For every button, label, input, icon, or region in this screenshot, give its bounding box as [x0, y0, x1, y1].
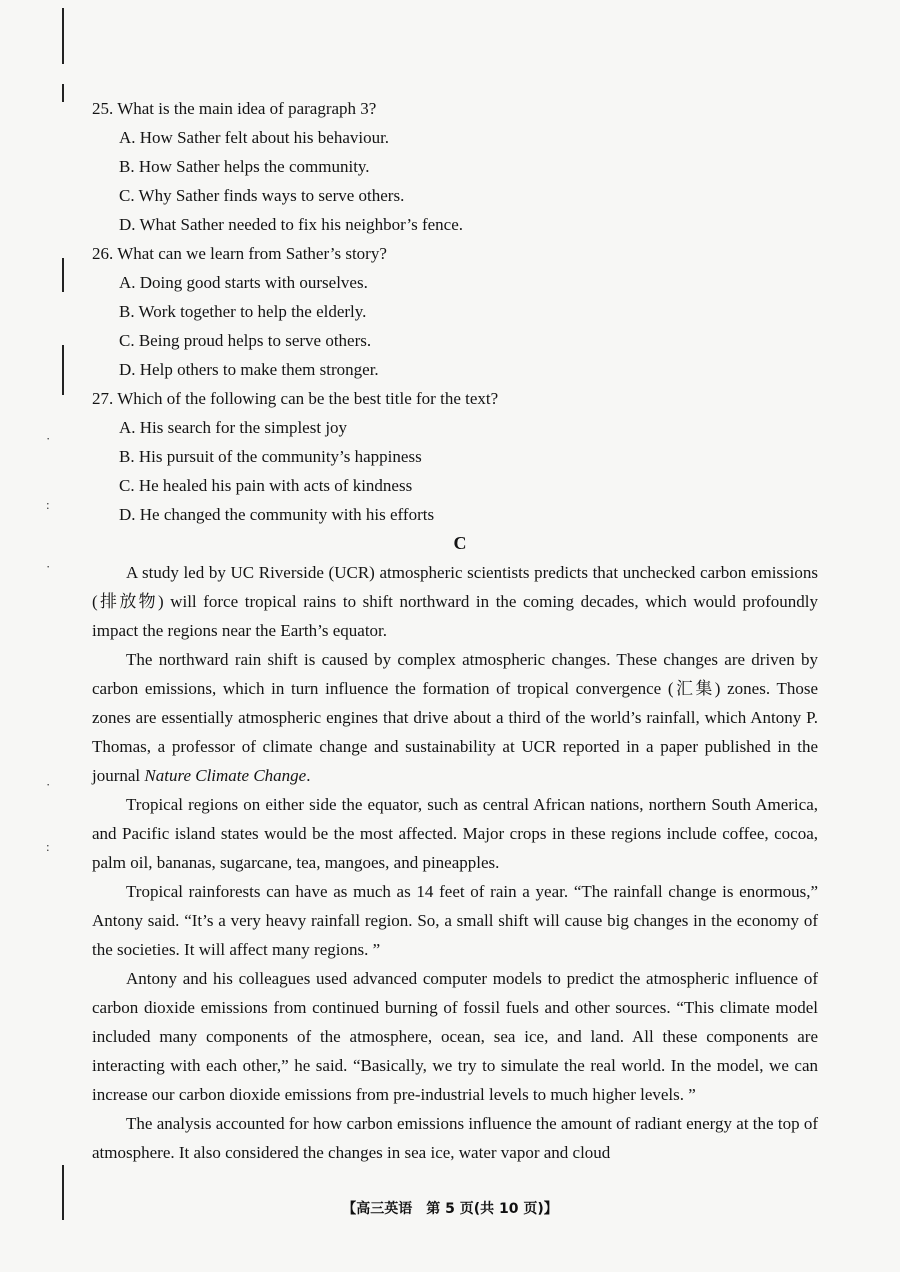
answer-option: D. He changed the community with his efforts [119, 505, 435, 524]
binding-line [62, 258, 64, 292]
binding-mark: · [46, 777, 51, 792]
passage-paragraph: A study led by UC Riverside (UCR) atmospheric scientists predicts that unchecked carbon emissions (排放物) will force tropical rains to shift northward in the coming decades, which would profoundly impact the regions near the Earth’s equator. [92, 563, 818, 640]
answer-option: D. Help others to make them stronger. [119, 360, 379, 379]
question-25 [92, 94, 818, 239]
journal-title: Nature Climate Change [144, 766, 307, 785]
binding-mark: : [46, 497, 50, 512]
answer-option: A. Doing good starts with ourselves. [119, 273, 368, 292]
binding-line [62, 84, 64, 102]
passage [92, 558, 818, 1167]
answer-option: C. He healed his pain with acts of kindness [119, 476, 413, 495]
question-stem: 26. What can we learn from Sather’s story? [92, 244, 387, 263]
passage-paragraph: The analysis accounted for how carbon emissions influence the amount of radiant energy at the top of atmosphere. It also considered the changes in sea ice, water vapor and cloud [92, 1114, 818, 1162]
binding-mark: : [46, 839, 50, 854]
question-26 [92, 239, 818, 384]
answer-option: D. What Sather needed to fix his neighbor’s fence. [119, 215, 463, 234]
passage-paragraph [92, 645, 818, 790]
answer-option: A. How Sather felt about his behaviour. [119, 128, 390, 147]
question-stem: 27. Which of the following can be the best title for the text? [92, 389, 499, 408]
answer-option: B. How Sather helps the community. [119, 157, 370, 176]
answer-option: A. His search for the simplest joy [119, 418, 348, 437]
passage-paragraph: Antony and his colleagues used advanced computer models to predict the atmospheric influence of carbon dioxide emissions from continued burning of fossil fuels and other sources. “This climate model included many components of the atmosphere, ocean, sea ice, and land. All these components are interacting with each other,” he said. “Basically, we try to simulate the real world. In the model, we can increase our carbon dioxide emissions from pre-industrial levels to much higher levels. ” [92, 969, 818, 1104]
answer-option: B. His pursuit of the community’s happiness [119, 447, 422, 466]
page-content [92, 94, 818, 1167]
binding-line [62, 345, 64, 395]
section-heading: C [453, 533, 467, 553]
binding-line [62, 8, 64, 64]
binding-mark: · [46, 431, 51, 446]
answer-option: C. Why Sather finds ways to serve others. [119, 186, 405, 205]
binding-mark: · [46, 559, 51, 574]
question-stem: 25. What is the main idea of paragraph 3? [92, 99, 377, 118]
answer-option: C. Being proud helps to serve others. [119, 331, 372, 350]
page-footer: 【高三英语 第 5 页(共 10 页)】 [342, 1201, 558, 1217]
question-27 [92, 384, 818, 529]
passage-paragraph: Tropical regions on either side the equator, such as central African nations, northern South America, and Pacific island states would be the most affected. Major crops in these regions include coffee, cocoa, palm oil, bananas, sugarcane, tea, mangoes, and pineapples. [92, 795, 818, 872]
paragraph-text: The northward rain shift is caused by complex atmospheric changes. These changes are driven by carbon emissions, which in turn influence the formation of tropical convergence (汇集) zones. Those zones are essentially atmospheric engines that drive about a third of the world’s rainfall, which Antony P. Thomas, a professor of climate change and sustainability at UCR reported in a paper published in the journal [92, 650, 818, 785]
answer-option: B. Work together to help the elderly. [119, 302, 367, 321]
passage-paragraph: Tropical rainforests can have as much as 14 feet of rain a year. “The rainfall change is enormous,” Antony said. “It’s a very heavy rainfall region. So, a small shift will cause big changes in the economy of the societies. It will affect many regions. ” [92, 882, 818, 959]
paragraph-text: . [306, 766, 311, 785]
